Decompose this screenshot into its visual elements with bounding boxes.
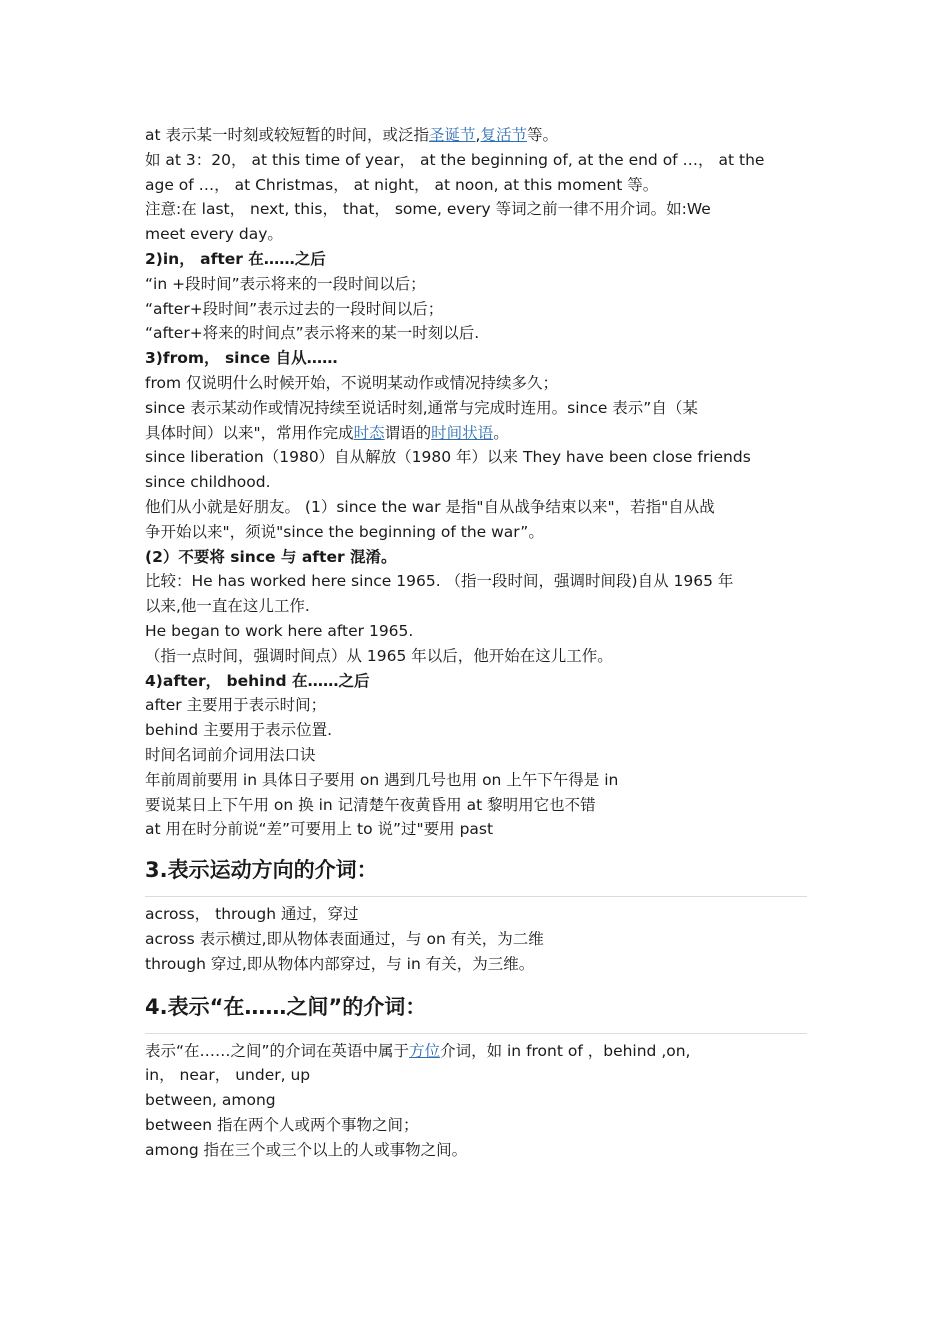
- text-line: in， near， under, up: [145, 1066, 311, 1085]
- subheading-after-behind: 4)after， behind 在……之后: [145, 671, 370, 690]
- document-page: [145, 123, 807, 1162]
- text-line: behind 主要用于表示位置.: [145, 721, 333, 740]
- text-line: 如 at 3：20， at this time of year， at the beginning of, at the end of …， at the: [145, 150, 765, 169]
- text: 具体时间）以来"，常用作完成: [145, 423, 354, 442]
- text: 介词，如 in front of ，behind ,on,: [440, 1041, 691, 1060]
- link-christmas[interactable]: 圣诞节: [429, 126, 476, 144]
- text-line: across 表示横过,即从物体表面通过，与 on 有关，为二维: [145, 929, 544, 948]
- text: at 表示某一时刻或较短暂的时间，或泛指: [145, 126, 430, 144]
- text-line: between 指在两个人或两个事物之间；: [145, 1115, 419, 1134]
- section-heading-block: [145, 842, 807, 897]
- text-line: 注意:在 last， next, this， that， some, every 等词之前一律不用介词。如:We: [145, 200, 711, 219]
- text-line: 比较：He has worked here since 1965. （指一段时间，强调时间段)自从 1965 年: [145, 572, 734, 591]
- text-line: age of …， at Christmas， at night， at noon, at this moment 等。: [145, 175, 659, 194]
- text-line: “after+将来的时间点”表示将来的某一时刻以后.: [145, 324, 480, 343]
- text-line: since liberation（1980）自从解放（1980 年）以来 They have been close friends: [145, 448, 751, 467]
- text-line: [145, 421, 807, 446]
- text-line: “after+段时间”表示过去的一段时间以后；: [145, 299, 444, 318]
- text: 等。: [526, 126, 558, 144]
- text-line: 年前周前要用 in 具体日子要用 on 遇到几号也用 on 上午下午得是 in: [145, 770, 619, 789]
- text-line: since childhood.: [145, 473, 271, 492]
- text-line: He began to work here after 1965.: [145, 621, 414, 640]
- text-line: 争开始以来"，须说"since the beginning of the war”。: [145, 522, 544, 541]
- text-line: at 用在时分前说“差”可要用上 to 说”过"要用 past: [145, 820, 494, 839]
- text-line: 以来,他一直在这儿工作.: [145, 597, 310, 616]
- link-tense[interactable]: 时态: [353, 423, 385, 442]
- text-line: since 表示某动作或情况持续至说话时刻,通常与完成时连用。since 表示”自（某: [145, 398, 698, 417]
- text-line: [145, 123, 807, 148]
- text-line: across， through 通过，穿过: [145, 905, 359, 924]
- subheading-from-since: 3)from， since 自从……: [145, 349, 338, 368]
- section-heading-block: [145, 977, 807, 1034]
- text-line: among 指在三个或三个以上的人或事物之间。: [145, 1140, 468, 1159]
- text: 谓语的: [384, 423, 432, 442]
- text-line: [145, 1039, 807, 1064]
- link-position[interactable]: 方位: [409, 1041, 441, 1060]
- text-line: through 穿过,即从物体内部穿过，与 in 有关，为三维。: [145, 954, 535, 973]
- text-line: 要说某日上下午用 on 换 in 记清楚午夜黄昏用 at 黎明用它也不错: [145, 795, 596, 814]
- link-time-adverbial[interactable]: 时间状语: [431, 423, 494, 442]
- text-line: between, among: [145, 1091, 276, 1110]
- text-line: 他们从小就是好朋友。 (1）since the war 是指"自从战争结束以来"，若指"自从战: [145, 497, 715, 516]
- link-easter[interactable]: 复活节: [480, 126, 527, 144]
- subheading-in-after: 2)in， after 在……之后: [145, 249, 326, 268]
- text: 。: [493, 423, 509, 442]
- text-line: “in +段时间”表示将来的一段时间以后；: [145, 274, 426, 293]
- text-line: 时间名词前介词用法口诀: [145, 745, 316, 764]
- text-line: after 主要用于表示时间；: [145, 696, 327, 715]
- text-line: meet every day。: [145, 225, 283, 244]
- text: ,: [475, 126, 481, 144]
- section-title-direction: 3.表示运动方向的介词：: [145, 858, 378, 883]
- subheading-note: (2）不要将 since 与 after 混淆。: [145, 547, 397, 566]
- text-line: from 仅说明什么时候开始，不说明某动作或情况持续多久；: [145, 373, 558, 392]
- text: 表示“在……之间”的介词在英语中属于: [145, 1041, 410, 1060]
- section-title-between: 4.表示“在……之间”的介词：: [145, 994, 427, 1019]
- text-line: （指一点时间，强调时间点）从 1965 年以后，他开始在这儿工作。: [145, 646, 613, 665]
